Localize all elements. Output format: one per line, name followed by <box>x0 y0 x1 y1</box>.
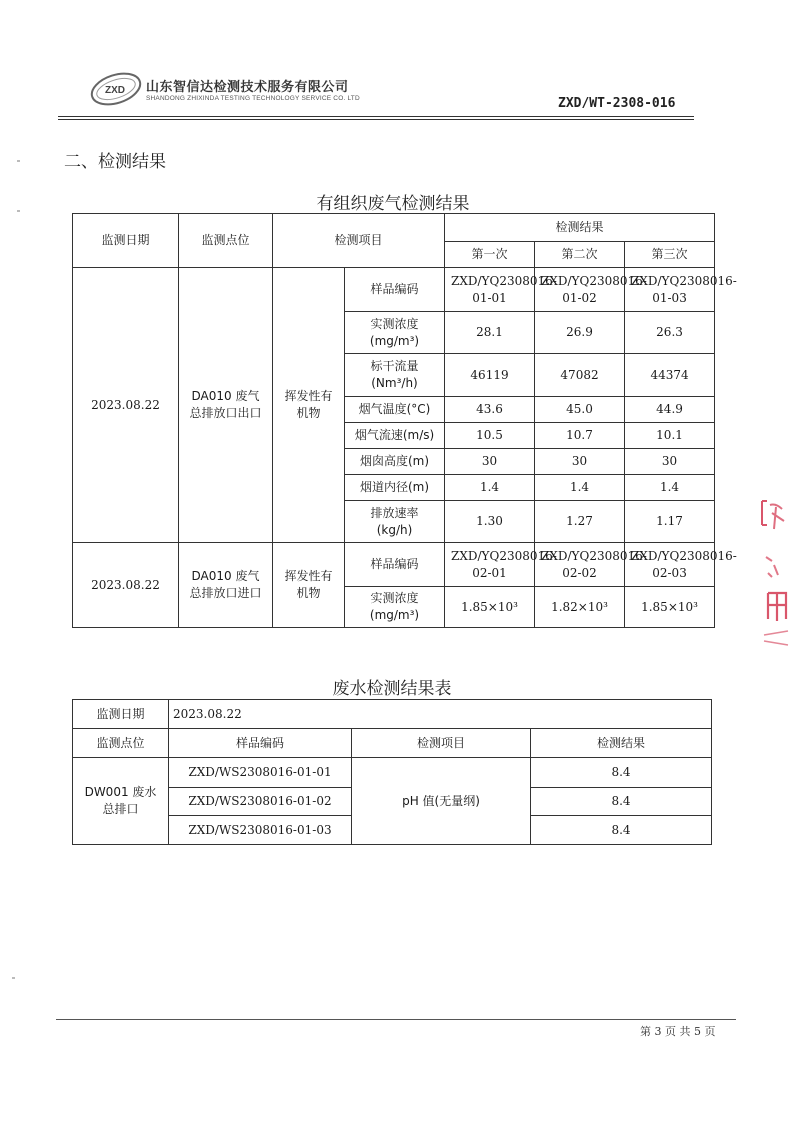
section-title: 二、检测结果 <box>64 152 166 172</box>
row-value-3: 30 <box>625 449 715 475</box>
row-param: 样品编码 <box>345 543 445 587</box>
row-value-1: 10.5 <box>445 423 535 449</box>
row-param: 排放速率(kg/h) <box>345 501 445 543</box>
row-value-2: ZXD/YQ2308016-01-02 <box>535 268 625 312</box>
row-value-2: 1.27 <box>535 501 625 543</box>
row-value-2: 1.82×10³ <box>535 587 625 628</box>
row-result: 8.4 <box>531 758 712 788</box>
row-param: 烟气温度(°C) <box>345 397 445 423</box>
row-param: 实测浓度(mg/m³) <box>345 312 445 354</box>
group1-category: 挥发性有机物 <box>273 268 345 543</box>
company-logo <box>88 70 146 108</box>
report-number: ZXD/WT-2308-016 <box>558 96 676 111</box>
row-value-3: 10.1 <box>625 423 715 449</box>
header-code: 样品编码 <box>169 729 352 758</box>
header-round-1: 第一次 <box>445 242 535 268</box>
header-date: 监测日期 <box>73 214 179 268</box>
scan-mark <box>12 977 15 979</box>
group1-point: DA010 废气总排放口出口 <box>179 268 273 543</box>
group2-category: 挥发性有机物 <box>273 543 345 628</box>
header-divider-secondary <box>58 119 694 120</box>
row-code: ZXD/WS2308016-01-03 <box>169 816 352 845</box>
table2-title: 废水检测结果表 <box>332 679 452 699</box>
row-value-2: 26.9 <box>535 312 625 354</box>
group1-date: 2023.08.22 <box>73 268 179 543</box>
row-result: 8.4 <box>531 788 712 816</box>
header-round-3: 第三次 <box>625 242 715 268</box>
row-code: ZXD/WS2308016-01-02 <box>169 788 352 816</box>
table1-title: 有组织废气检测结果 <box>316 194 470 214</box>
group2-point: DA010 废气总排放口进口 <box>179 543 273 628</box>
row-value-1: 28.1 <box>445 312 535 354</box>
company-name-cn: 山东智信达检测技术服务有限公司 <box>146 80 349 95</box>
row-param: 烟道内径(m) <box>345 475 445 501</box>
row-value-2: 10.7 <box>535 423 625 449</box>
row-value-2: 47082 <box>535 354 625 397</box>
footer-divider <box>56 1019 736 1020</box>
row-value-3: 1.85×10³ <box>625 587 715 628</box>
header-item: 检测项目 <box>352 729 531 758</box>
row-value-3: 44374 <box>625 354 715 397</box>
row-param: 样品编码 <box>345 268 445 312</box>
scan-mark <box>17 160 20 162</box>
row-value-2: ZXD/YQ2308016-02-02 <box>535 543 625 587</box>
date-label: 监测日期 <box>73 700 169 729</box>
row-value-1: ZXD/YQ2308016-02-01 <box>445 543 535 587</box>
header-results: 检测结果 <box>445 214 715 242</box>
date-value: 2023.08.22 <box>169 700 712 729</box>
header-point: 监测点位 <box>73 729 169 758</box>
header-point: 监测点位 <box>179 214 273 268</box>
row-value-1: ZXD/YQ2308016-01-01 <box>445 268 535 312</box>
page-number: 第 3 页 共 5 页 <box>640 1025 716 1038</box>
row-value-2: 45.0 <box>535 397 625 423</box>
row-value-1: 30 <box>445 449 535 475</box>
row-param: 烟囱高度(m) <box>345 449 445 475</box>
row-param: 烟气流速(m/s) <box>345 423 445 449</box>
row-value-3: 44.9 <box>625 397 715 423</box>
row-value-1: 1.4 <box>445 475 535 501</box>
ww-point: DW001 废水总排口 <box>73 758 169 845</box>
table-row <box>73 758 712 788</box>
logo-text: ZXD <box>105 85 125 96</box>
wastewater-results-table <box>72 699 712 845</box>
row-result: 8.4 <box>531 816 712 845</box>
company-name-en: SHANDONG ZHIXINDA TESTING TECHNOLOGY SERVICE CO. LTD <box>146 95 360 102</box>
header-divider <box>58 116 694 117</box>
row-code: ZXD/WS2308016-01-01 <box>169 758 352 788</box>
row-value-3: 1.17 <box>625 501 715 543</box>
row-value-1: 1.85×10³ <box>445 587 535 628</box>
ww-item: pH 值(无量纲) <box>352 758 531 845</box>
row-value-2: 1.4 <box>535 475 625 501</box>
group2-date: 2023.08.22 <box>73 543 179 628</box>
row-param: 标干流量(Nm³/h) <box>345 354 445 397</box>
row-value-3: ZXD/YQ2308016-01-03 <box>625 268 715 312</box>
row-param: 实测浓度(mg/m³) <box>345 587 445 628</box>
row-value-3: 1.4 <box>625 475 715 501</box>
row-value-3: ZXD/YQ2308016-02-03 <box>625 543 715 587</box>
row-value-1: 46119 <box>445 354 535 397</box>
row-value-2: 30 <box>535 449 625 475</box>
table-row <box>73 268 715 312</box>
header-item: 检测项目 <box>273 214 445 268</box>
table-row <box>73 543 715 587</box>
row-value-1: 43.6 <box>445 397 535 423</box>
scan-mark <box>17 210 20 212</box>
header-result: 检测结果 <box>531 729 712 758</box>
row-value-1: 1.30 <box>445 501 535 543</box>
header-round-2: 第二次 <box>535 242 625 268</box>
exhaust-gas-results-table <box>72 213 737 628</box>
seal-stamp-icon <box>758 495 792 655</box>
row-value-3: 26.3 <box>625 312 715 354</box>
